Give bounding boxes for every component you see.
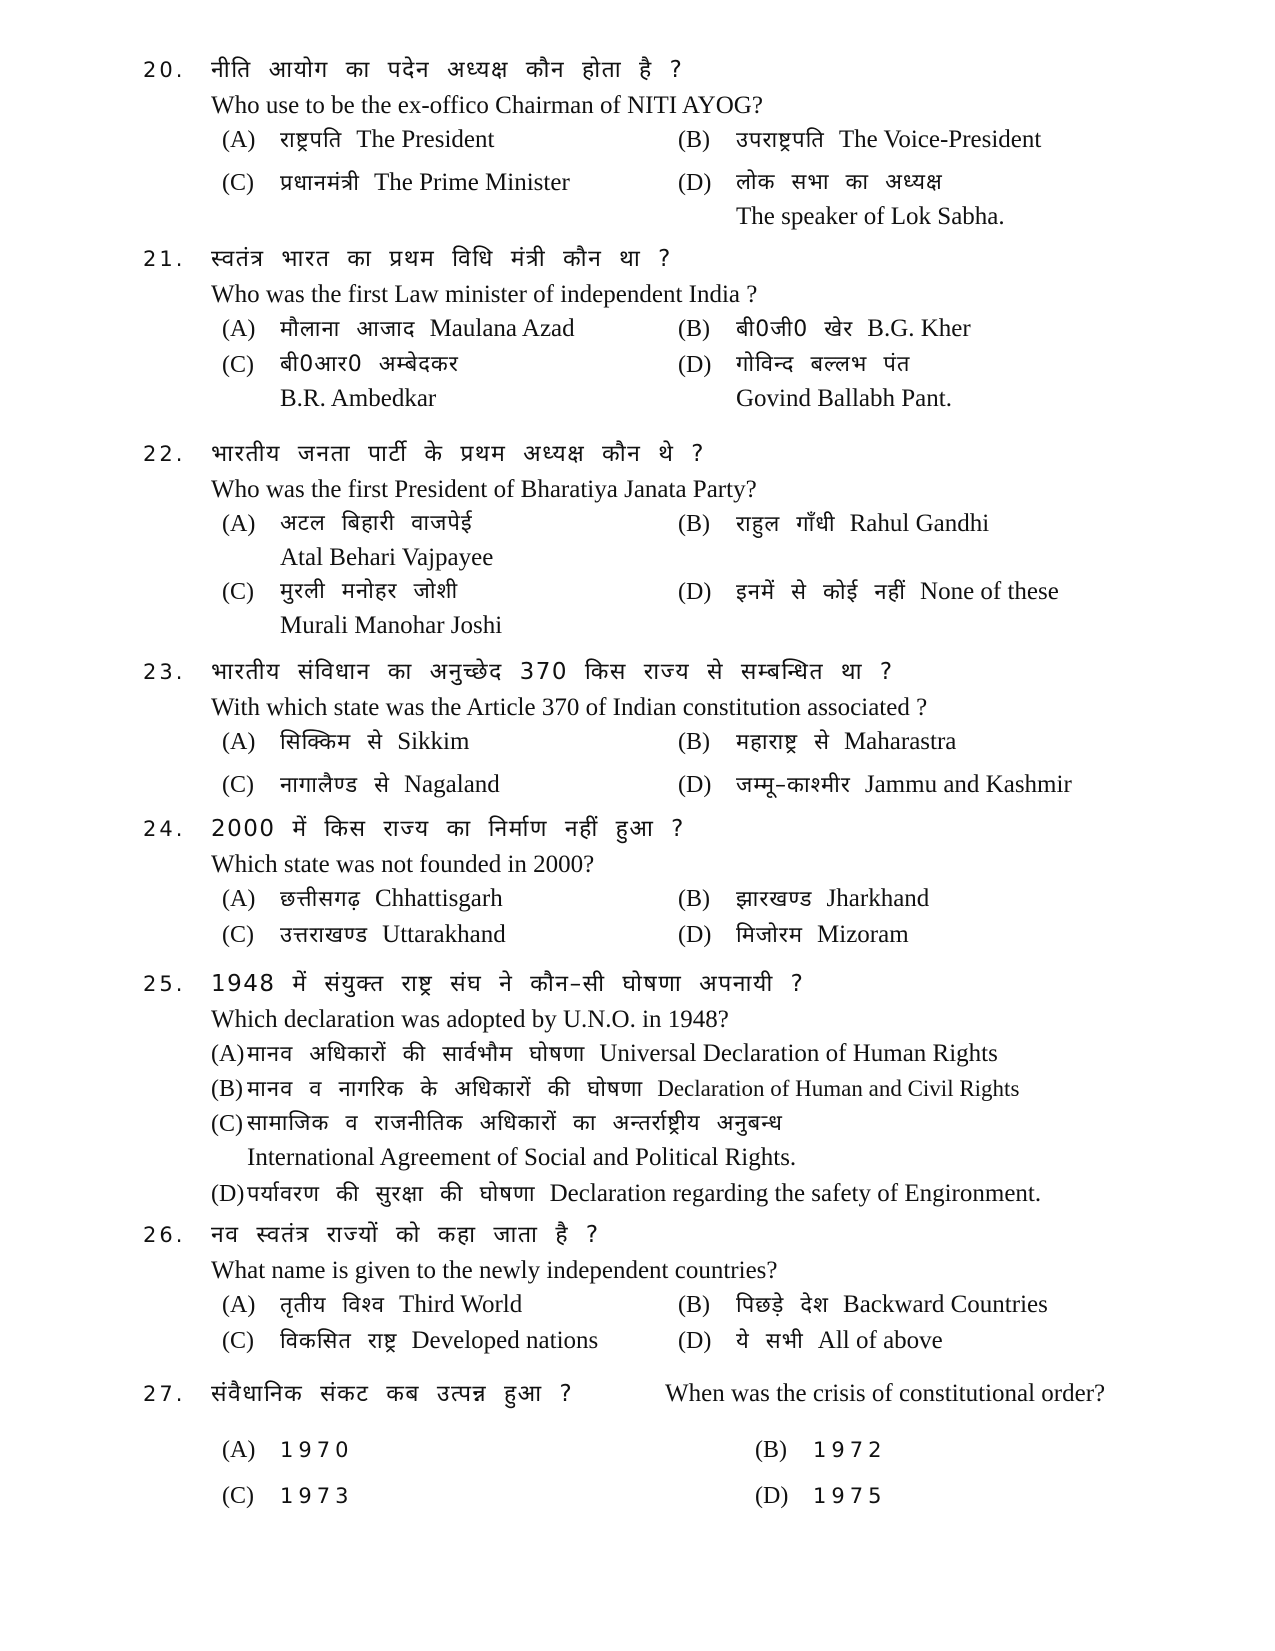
option-text-hindi: मिजोरम	[736, 923, 804, 948]
option-text-hindi: अटल बिहारी वाजपेई	[280, 511, 473, 536]
option-letter: (C)	[222, 352, 254, 378]
option-letter: (D)	[678, 922, 712, 948]
question-text-english: Who was the first Law minister of independent India ?	[211, 281, 758, 308]
option-letter: (D)	[678, 579, 712, 605]
option-letter: (B)	[678, 1292, 710, 1318]
option-letter: (B)	[678, 316, 710, 342]
question-text-english: Which state was not founded in 2000?	[211, 851, 595, 878]
option-letter: (B)	[678, 729, 710, 755]
option-letter: (A)	[222, 729, 256, 755]
option-text-hindi: जम्मू–काश्मीर	[736, 773, 851, 798]
option-text-english: International Agreement of Social and Political Rights.	[247, 1144, 797, 1171]
option-text-hindi: विकसित राष्ट्र	[280, 1329, 398, 1354]
option-text-hindi: सिक्किम से	[280, 730, 384, 755]
option-text-hindi: राहुल गाँधी	[736, 512, 836, 537]
option-text-hindi: छत्तीसगढ़	[280, 887, 361, 912]
option-text-english: The President	[356, 126, 495, 153]
option-letter: (D)	[211, 1181, 245, 1207]
question-text-hindi: 2000 में किस राज्य का निर्माण नहीं हुआ ?	[211, 816, 685, 842]
option-letter: (A)	[222, 316, 256, 342]
option-letter: (B)	[211, 1076, 243, 1102]
option-letter: (C)	[222, 772, 254, 798]
option-text-hindi: मुरली मनोहर जोशी	[280, 579, 459, 604]
option-letter: (A)	[222, 511, 256, 537]
option-text-hindi: मौलाना आजाद	[280, 317, 416, 342]
question-text-hindi: संवैधानिक संकट कब उत्पन्न हुआ ?	[211, 1381, 574, 1407]
question-text-hindi: नीति आयोग का पदेन अध्यक्ष कौन होता है ?	[211, 57, 684, 83]
option-letter: (A)	[222, 1437, 256, 1463]
question-number: 24.	[143, 817, 186, 841]
option-letter: (D)	[678, 772, 712, 798]
option-text-english: The Voice-President	[838, 126, 1042, 153]
option-letter: (B)	[678, 886, 710, 912]
option-text-english: Govind Ballabh Pant.	[736, 385, 952, 412]
option-value: 1972	[813, 1438, 887, 1462]
question-number: 25.	[143, 972, 186, 996]
option-text-hindi: उत्तराखण्ड	[280, 923, 369, 948]
option-text-english: Jammu and Kashmir	[864, 771, 1072, 798]
option-text-english: None of these	[920, 578, 1059, 605]
question-text-english: Which declaration was adopted by U.N.O. in 1948?	[211, 1006, 729, 1033]
option-text-hindi: मानव व नागरिक के अधिकारों की घोषणा	[247, 1077, 644, 1102]
option-value: 1973	[280, 1484, 354, 1508]
question-number: 27.	[143, 1382, 186, 1406]
option-text-hindi: बी0जी0 खेर	[736, 317, 854, 342]
option-letter: (C)	[222, 579, 254, 605]
option-text-english: The speaker of Lok Sabha.	[736, 203, 1005, 230]
option-letter: (D)	[678, 170, 712, 196]
option-letter: (B)	[678, 511, 710, 537]
option-text-hindi: पर्यावरण की सुरक्षा की घोषणा	[247, 1182, 536, 1207]
question-number: 20.	[143, 58, 186, 82]
option-text-hindi: गोविन्द बल्लभ पंत	[736, 352, 911, 377]
option-letter: (A)	[222, 127, 256, 153]
question-text-hindi: स्वतंत्र भारत का प्रथम विधि मंत्री कौन था ?	[211, 246, 672, 272]
option-letter: (A)	[211, 1041, 245, 1067]
question-text-hindi: भारतीय जनता पार्टी के प्रथम अध्यक्ष कौन थे ?	[211, 441, 705, 467]
option-text-hindi: सामाजिक व राजनीतिक अधिकारों का अन्तर्राष्ट्रीय अनुबन्ध	[247, 1111, 783, 1136]
option-letter: (D)	[678, 352, 712, 378]
question-text-english: Who use to be the ex-offico Chairman of NITI AYOG?	[211, 92, 763, 119]
option-letter: (C)	[211, 1111, 243, 1137]
option-text-english: Sikkim	[397, 728, 470, 755]
option-text-english: Jharkhand	[826, 885, 930, 912]
option-text-english: Nagaland	[404, 771, 500, 798]
question-text-english: Who was the first President of Bharatiya Janata Party?	[211, 476, 757, 503]
question-text-english: What name is given to the newly independent countries?	[211, 1257, 778, 1284]
option-value: 1970	[280, 1438, 354, 1462]
option-text-hindi: ये सभी	[736, 1329, 804, 1354]
option-letter: (B)	[755, 1437, 787, 1463]
option-text-hindi: उपराष्ट्रपति	[736, 128, 825, 153]
option-text-english: Developed nations	[411, 1327, 599, 1354]
option-text-hindi: तृतीय विश्व	[280, 1293, 386, 1318]
option-text-english: Declaration regarding the safety of Engironment.	[549, 1180, 1042, 1207]
option-text-english: Declaration of Human and Civil Rights	[657, 1076, 1020, 1101]
option-letter: (D)	[755, 1483, 789, 1509]
option-text-hindi: राष्ट्रपति	[280, 128, 343, 153]
option-text-english: Maulana Azad	[429, 315, 575, 342]
question-text-english: With which state was the Article 370 of Indian constitution associated ?	[211, 694, 928, 721]
option-value: 1975	[813, 1484, 887, 1508]
option-text-english: B.R. Ambedkar	[280, 385, 437, 412]
question-text-hindi: नव स्वतंत्र राज्यों को कहा जाता है ?	[211, 1222, 600, 1248]
option-text-hindi: पिछड़े देश	[736, 1293, 830, 1318]
option-text-english: Chhattisgarh	[374, 885, 503, 912]
option-text-english: Backward Countries	[843, 1291, 1048, 1318]
option-letter: (C)	[222, 1483, 254, 1509]
option-letter: (C)	[222, 1328, 254, 1354]
option-letter: (A)	[222, 886, 256, 912]
option-text-hindi: नागालैण्ड से	[280, 773, 390, 798]
option-letter: (C)	[222, 170, 254, 196]
option-text-english: B.G. Kher	[867, 315, 971, 342]
question-number: 23.	[143, 660, 186, 684]
option-text-english: Atal Behari Vajpayee	[280, 544, 494, 571]
option-text-hindi: झारखण्ड	[736, 887, 813, 912]
option-text-hindi: मानव अधिकारों की सार्वभौम घोषणा	[247, 1042, 586, 1067]
option-letter: (D)	[678, 1328, 712, 1354]
option-text-hindi: प्रधानमंत्री	[280, 171, 360, 196]
option-text-hindi: महाराष्ट्र से	[736, 730, 830, 755]
option-text-hindi: इनमें से कोई नहीं	[736, 580, 907, 605]
question-text-hindi: भारतीय संविधान का अनुच्छेद 370 किस राज्य से सम्बन्धित था ?	[211, 659, 894, 685]
option-text-english: Mizoram	[817, 921, 909, 948]
option-letter: (B)	[678, 127, 710, 153]
question-number: 22.	[143, 442, 186, 466]
question-number: 21.	[143, 247, 186, 271]
option-text-english: The Prime Minister	[373, 169, 570, 196]
option-text-hindi: लोक सभा का अध्यक्ष	[736, 170, 943, 195]
option-text-english: Rahul Gandhi	[849, 510, 990, 537]
option-text-english: Universal Declaration of Human Rights	[599, 1040, 998, 1067]
option-text-english: Uttarakhand	[382, 921, 506, 948]
option-text-english: Third World	[399, 1291, 523, 1318]
question-number: 26.	[143, 1223, 186, 1247]
option-letter: (C)	[222, 922, 254, 948]
option-letter: (A)	[222, 1292, 256, 1318]
option-text-english: Murali Manohar Joshi	[280, 612, 503, 639]
option-text-hindi: बी0आर0 अम्बेदकर	[280, 352, 459, 377]
option-text-english: Maharastra	[843, 728, 957, 755]
question-text-english: When was the crisis of constitutional order?	[665, 1380, 1106, 1407]
question-text-hindi: 1948 में संयुक्त राष्ट्र संघ ने कौन–सी घोषणा अपनायी ?	[211, 971, 805, 997]
option-text-english: All of above	[817, 1327, 943, 1354]
